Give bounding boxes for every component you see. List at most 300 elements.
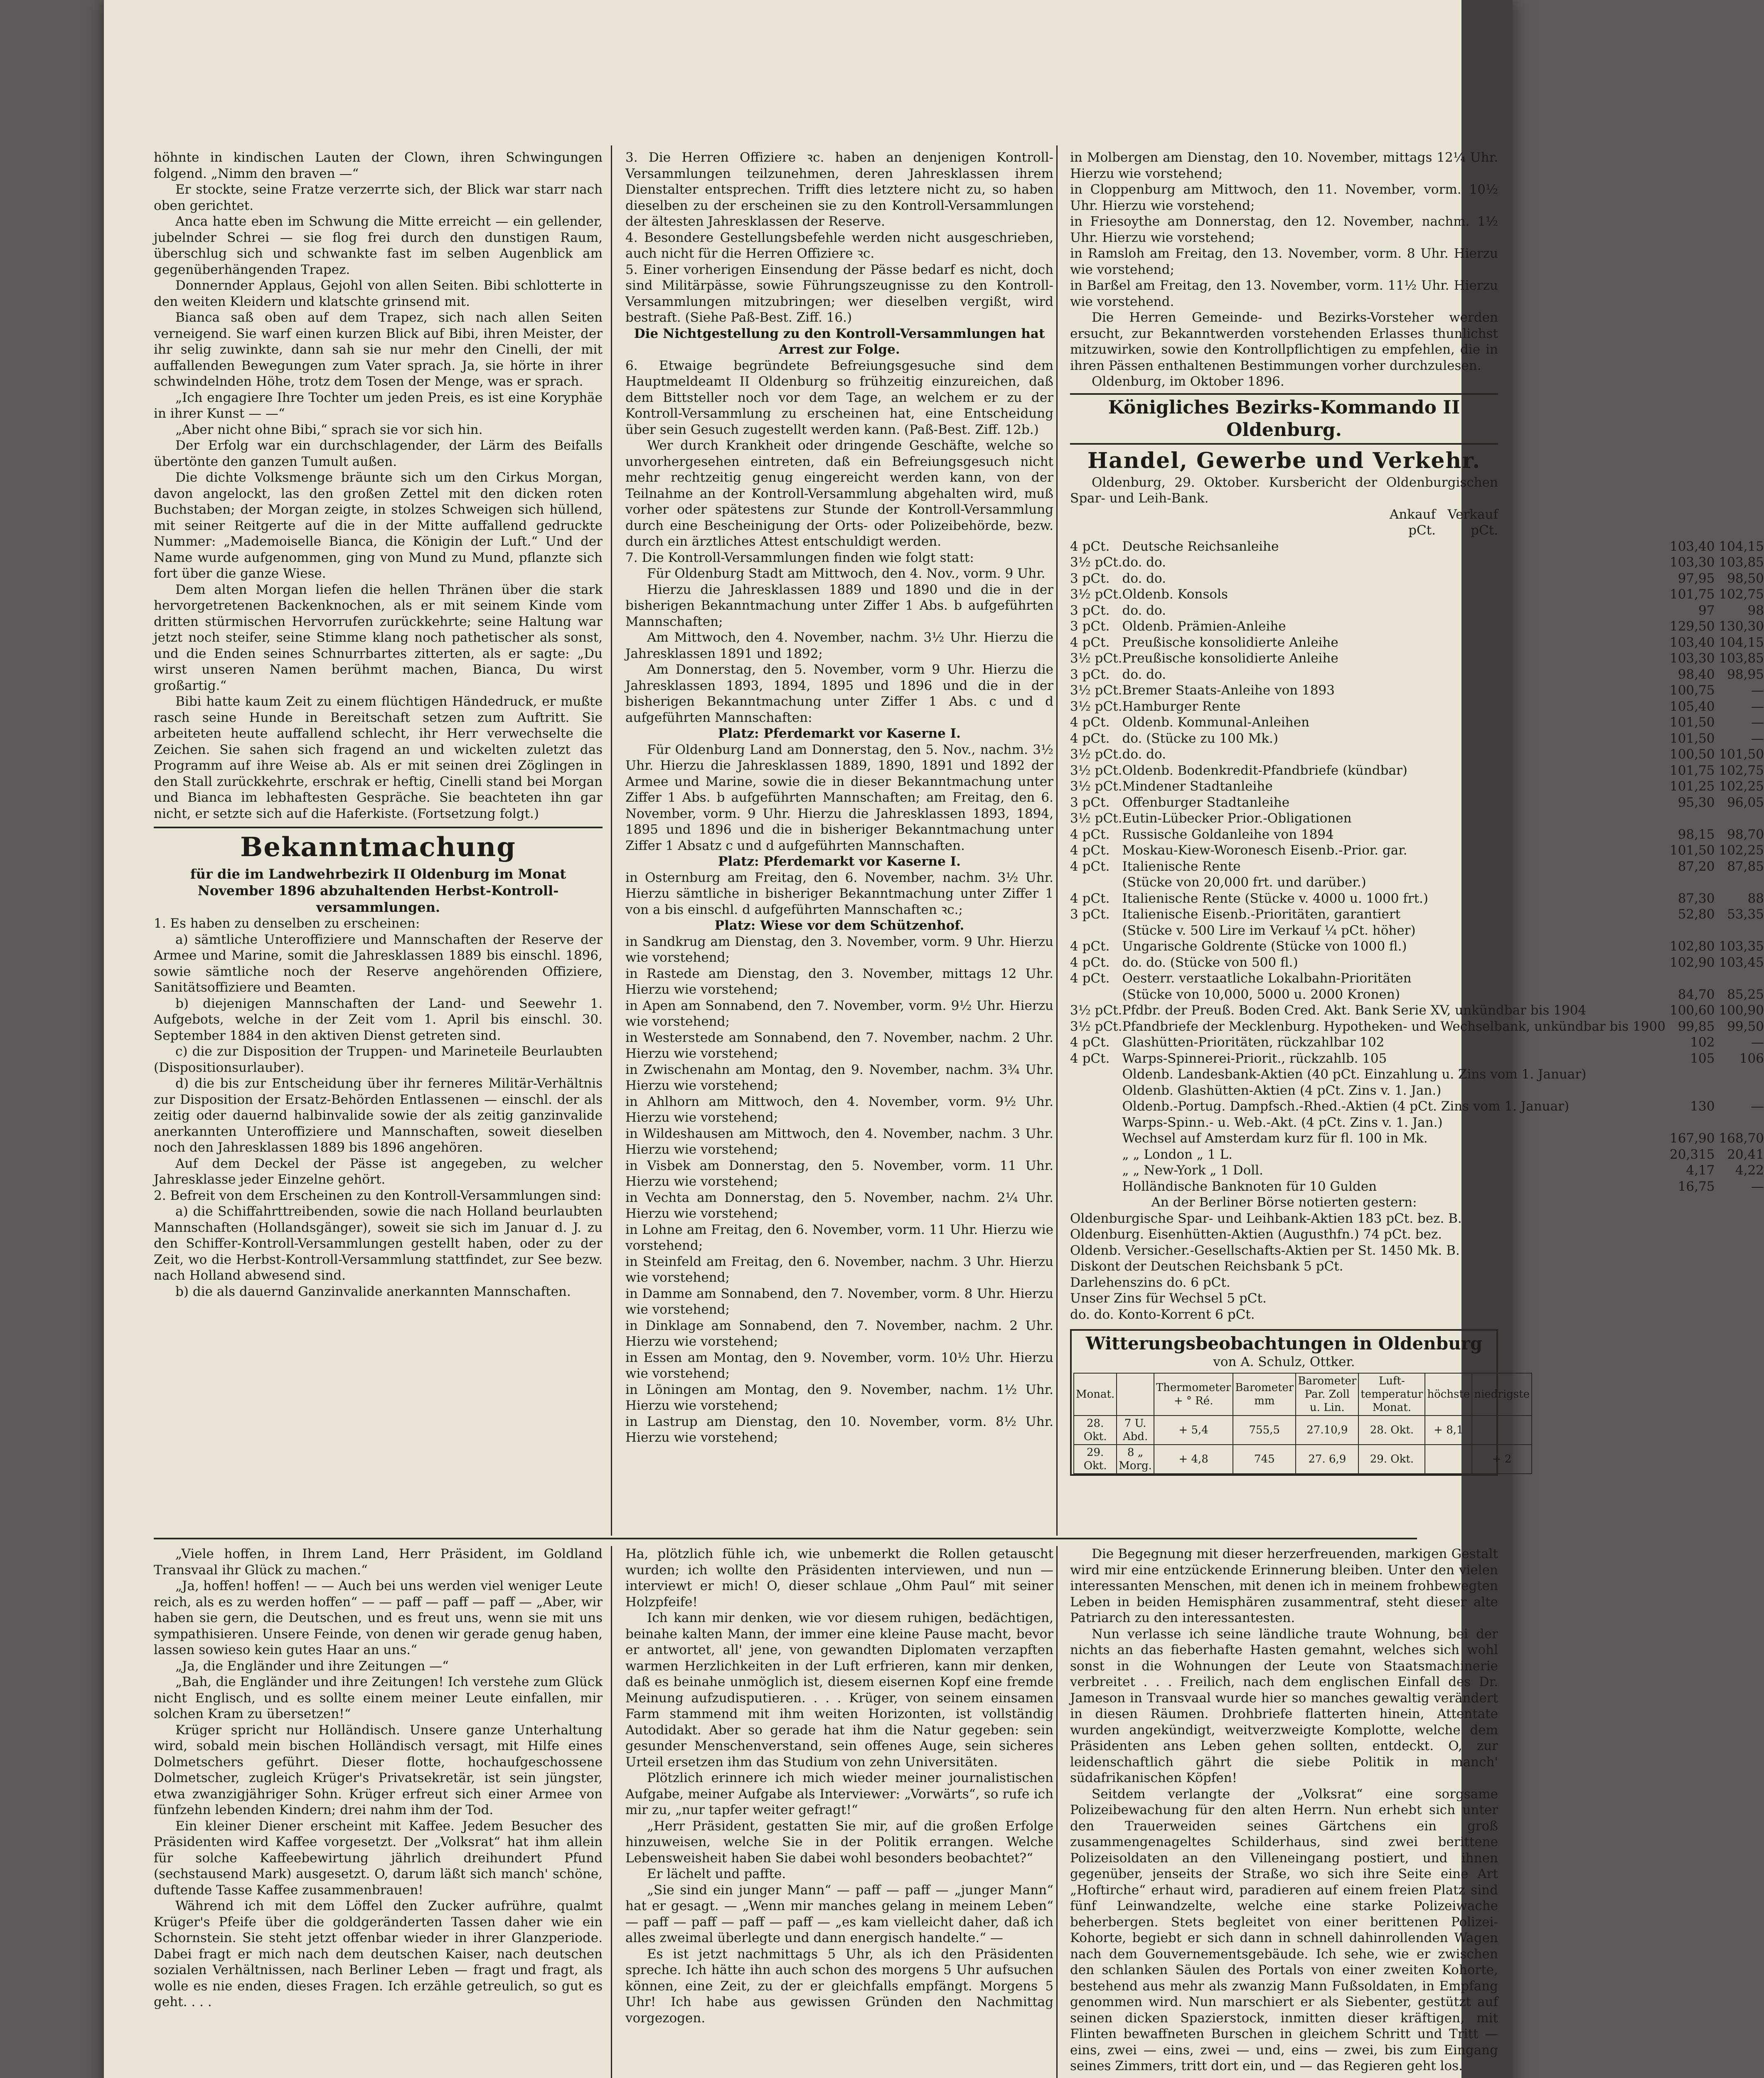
price-value: 100,75 bbox=[1669, 683, 1715, 698]
notice-item: 1. Es haben zu denselben zu erscheinen: bbox=[154, 916, 420, 931]
feuilleton-column bbox=[625, 1546, 1053, 2026]
berlin-row: Darlehenszins do. 6 pCt. bbox=[1070, 1275, 1230, 1290]
table-row bbox=[1070, 618, 1764, 635]
table-row bbox=[1070, 571, 1764, 587]
rate-label: 4 pCt. bbox=[1070, 715, 1110, 730]
table-row bbox=[1070, 1147, 1764, 1163]
security-name: Deutsche Reichsanleihe bbox=[1122, 539, 1279, 554]
table-row bbox=[1070, 1130, 1764, 1147]
rate-label: 4 pCt. bbox=[1070, 955, 1110, 970]
table-row bbox=[1070, 1066, 1764, 1083]
weather-header: Luft-temperatur Monat. bbox=[1358, 1373, 1425, 1416]
feuilleton-paragraph: Nun verlasse ich seine ländliche traute Wohnung, bei der nichts an das fieberhafte Hasten gemahnt, welches sich wohl sonst in die Wohnungen der Leute von Staatsmachinerie verbreitet . . . Freilich, nach dem englischen Einfall des Dr. Jameson in Transvaal wurde hier so manches gewaltig verändert in diesen Räumen. Drohbriefe flatterten hinein, Attentate wurden angekündigt, weitverzweigte Komplotte, welche dem Präsidenten ans Leben gehen sollten, entdeckt. O, zur leidenschaftlich gährt die siebe Politik in manch' südafrikanischen Köpfen! bbox=[1070, 1626, 1498, 1785]
rate-label bbox=[1070, 1115, 1122, 1131]
notice-item: in Löningen am Montag, den 9. November, nachm. 1½ Uhr. Hierzu wie vorstehend; bbox=[625, 1382, 1053, 1413]
price-value: 129,50 bbox=[1669, 619, 1715, 634]
market-rows bbox=[1070, 539, 1764, 1195]
price-value: 20,315 bbox=[1669, 1147, 1715, 1162]
table-row bbox=[1070, 859, 1764, 875]
price-value: 96,05 bbox=[1727, 795, 1764, 810]
weather-cell: 8 „ Morg. bbox=[1117, 1445, 1154, 1474]
weather-header: Barometer mm bbox=[1233, 1373, 1296, 1416]
table-row bbox=[1070, 906, 1764, 923]
story-paragraph: Bianca saß oben auf dem Trapez, sich nach allen Seiten verneigend. Sie warf einen kurzen Blick auf Bibi, ihren Meister, der ihr selig zuwinkte, dann sah sie nur mehr den Cinelli, der mit auffallenden Bewegungen zum Vater sprach. Ja, sie hörte in ihrer schwindelnden Höhe, trotz dem Tosen der Menge, was er sprach. bbox=[154, 310, 603, 389]
weather-row bbox=[1074, 1445, 1532, 1474]
column-rule bbox=[611, 1546, 612, 2078]
price-value bbox=[1715, 1066, 1764, 1083]
table-row bbox=[1070, 955, 1764, 971]
rate-label: 4 pCt. bbox=[1070, 1051, 1110, 1066]
table-row bbox=[1070, 1034, 1764, 1051]
notice-item: in Zwischenahn am Montag, den 9. November, nachm. 3¾ Uhr. Hierzu wie vorstehend; bbox=[625, 1062, 1053, 1093]
story-column bbox=[154, 150, 603, 1300]
price-value: 100,50 bbox=[1669, 747, 1715, 762]
notice-item: 2. Befreit von dem Erscheinen zu den Kontroll-Versammlungen sind: bbox=[154, 1188, 601, 1203]
notice-item: in Damme am Sonnabend, den 7. November, vorm. 8 Uhr. Hierzu wie vorstehend; bbox=[625, 1286, 1053, 1317]
price-value bbox=[1666, 810, 1715, 827]
notice-item: Für Oldenburg Land am Donnerstag, den 5. Nov., nachm. 3½ Uhr. Hierzu die Jahresklassen 1889, 1890, 1891 und 1892 der Armee und Marine, sowie die in dieser Bekanntmachung unter Ziffer 1 Abs. b aufgeführten Mannschaften; am Freitag, den 6. November, vorm. 9 Uhr. Hierzu die Jahresklassen 1893, 1894, 1895 und 1896 und die in bisheriger Bekanntmachung unter Ziffer 1 Absatz c und d aufgeführten Mannschaften. bbox=[625, 742, 1053, 853]
rate-label: 3½ pCt. bbox=[1070, 763, 1122, 778]
column-header: Verkauf bbox=[1447, 507, 1498, 522]
rate-label: 3 pCt. bbox=[1070, 603, 1110, 618]
price-value: 87,85 bbox=[1727, 859, 1764, 874]
berlin-row: Diskont der Deutschen Reichsbank 5 pCt. bbox=[1070, 1259, 1343, 1274]
price-value: 84,70 bbox=[1678, 987, 1715, 1002]
security-name: Offenburger Stadtanleihe bbox=[1122, 795, 1290, 810]
berlin-row: Unser Zins für Wechsel 5 pCt. bbox=[1070, 1291, 1267, 1306]
security-name: Wechsel auf Amsterdam kurz für fl. 100 in Mk. bbox=[1122, 1131, 1428, 1146]
notice-item: 3. Die Herren Offiziere ꝛc. haben an denjenigen Kontroll-Versammlungen teilzunehmen, deren Jahresklassen ihrem Dienstalter entsprechen. Trifft dies letztere nicht zu, so haben dieselben zu der erscheinen sie zu den Kontroll-Versammlungen der ältesten Jahresklassen der Reserve. bbox=[625, 150, 1053, 229]
security-name: Bremer Staats-Anleihe von 1893 bbox=[1122, 683, 1335, 698]
notice-item: in Osternburg am Freitag, den 6. November, nachm. 3½ Uhr. Hierzu sämtliche in bisheriger Bekanntmachung unter Ziffer 1 von a bis einschl. d aufgeführten Mannschaften ꝛc.; bbox=[625, 870, 1053, 917]
notice-item: in Lohne am Freitag, den 6. November, vorm. 11 Uhr. Hierzu wie vorstehend; bbox=[625, 1222, 1053, 1253]
weather-cell: 755,5 bbox=[1233, 1416, 1296, 1445]
security-name: Hamburger Rente bbox=[1122, 699, 1241, 714]
security-name: do. do. bbox=[1122, 555, 1166, 570]
rate-label: 3½ pCt. bbox=[1070, 699, 1122, 714]
weather-cell bbox=[1425, 1445, 1472, 1474]
rate-label bbox=[1070, 987, 1122, 1003]
rate-label: 3½ pCt. bbox=[1070, 1003, 1122, 1018]
price-value: 101,25 bbox=[1669, 779, 1715, 794]
table-row bbox=[1070, 795, 1764, 811]
story-paragraph: Bibi hatte kaum Zeit zu einem flüchtigen Händedruck, er mußte rasch seine Hunde in Bereitschaft setzen zum Auftritt. Sie arbeiteten heute auffallend schlecht, ihr Herr verwechselte die Zeichen. Sie sahen sich fragend an und wickelten zuletzt das Programm auf ihre Weise ab. Als er mit seinen drei Zöglingen in den Stall zurückkehrte, erschrak er heftig, Cinelli stand bei Morgan und Bianca im lebhaftesten Gespräche. Sie beachteten ihn gar nicht, er setzte sich auf die Haferkiste. (Fortsetzung folgt.) bbox=[154, 694, 603, 821]
weather-row bbox=[1074, 1416, 1532, 1445]
table-row bbox=[1070, 1083, 1764, 1099]
price-value: 105 bbox=[1690, 1051, 1715, 1066]
rate-label: 4 pCt. bbox=[1070, 971, 1110, 986]
rate-label bbox=[1070, 1162, 1122, 1179]
feuilleton-paragraph: „Ja, die Engländer und ihre Zeitungen —“ bbox=[175, 1658, 449, 1674]
weather-header: Monat. bbox=[1074, 1373, 1117, 1416]
weather-cell: 29. Okt. bbox=[1358, 1445, 1425, 1474]
column-rule bbox=[1056, 145, 1058, 1536]
notice-item: 7. Die Kontroll-Versammlungen finden wie folgt statt: bbox=[625, 550, 974, 565]
price-value bbox=[1666, 1083, 1715, 1099]
rate-label: 4 pCt. bbox=[1070, 635, 1110, 650]
story-paragraph: Die dichte Volksmenge bräunte sich um den Cirkus Morgan, davon angelockt, las den großen Zettel mit den dicken roten Buchstaben; der Morgan zeigte, in stolzes Schweigen sich hüllend, mit seiner Reitgerte auf die in der Mitte auffallend gedruckte Nummer: „Mademoiselle Bianca, die Königin der Luft.“ Und der Name wurde aufgenommen, ging von Mund zu Mund, pflanzte sich fort über die ganze Wiese. bbox=[154, 470, 603, 581]
weather-header: niedrigste bbox=[1472, 1373, 1532, 1416]
price-value: 102,25 bbox=[1719, 843, 1764, 858]
notice-warning: Die Nichtgestellung zu den Kontroll-Versammlungen hat Arrest zur Folge. bbox=[634, 326, 1045, 357]
price-value: 87,20 bbox=[1678, 859, 1715, 874]
security-name: Glashütten-Prioritäten, rückzahlbar 102 bbox=[1122, 1035, 1385, 1050]
price-value: 102,90 bbox=[1669, 955, 1715, 970]
weather-cell: 29. Okt. bbox=[1074, 1445, 1117, 1474]
unit-label: pCt. bbox=[1408, 523, 1436, 538]
notice-subtitle: für die im Landwehrbezirk II Oldenburg im Monat November 1896 abzuhaltenden Herbst-Kontroll-versammlungen. bbox=[190, 866, 566, 915]
weather-cell: + 2 bbox=[1472, 1445, 1532, 1474]
table-row bbox=[1070, 746, 1764, 763]
feuilleton-paragraph: „Ja, hoffen! hoffen! — — Auch bei uns werden viel weniger Leute reich, als es zu werden hoffen“ — — paff — paff — paff — „Aber, wir haben sie gern, die Deutschen, und es freut uns, wenn sie mit uns sympathisieren. Unsere Feinde, von denen wir gerade genug haben, lassen sowieso kein gutes Haar an uns.“ bbox=[154, 1578, 603, 1657]
price-value: 103,30 bbox=[1669, 555, 1715, 570]
feuilleton-column bbox=[154, 1546, 603, 2010]
security-name: Moskau-Kiew-Woronesch Eisenb.-Prior. gar. bbox=[1122, 843, 1407, 858]
price-value: 102 bbox=[1690, 1035, 1715, 1050]
security-name: Russische Goldanleihe von 1894 bbox=[1122, 827, 1334, 842]
price-value: 103,35 bbox=[1719, 939, 1764, 954]
section-rule bbox=[154, 827, 603, 828]
security-name: Pfandbriefe der Mecklenburg. Hypotheken- und Wechselbank, unkündbar bis 1900 bbox=[1122, 1019, 1666, 1034]
table-row bbox=[1070, 1098, 1764, 1115]
market-title: Handel, Gewerbe und Verkehr. bbox=[1087, 448, 1481, 473]
price-value: 88 bbox=[1747, 891, 1764, 906]
security-name: „ „ London „ 1 L. bbox=[1122, 1147, 1233, 1162]
table-row bbox=[1070, 539, 1764, 555]
signature-place: Oldenburg, im Oktober 1896. bbox=[1092, 374, 1284, 389]
rate-label bbox=[1070, 923, 1122, 939]
security-name: do. do. bbox=[1122, 603, 1166, 618]
feuilleton-paragraph: Ich kann mir denken, wie vor diesem ruhigen, bedächtigen, beinahe kalten Mann, der immer eine kleine Pause macht, bevor er antwortet, all' jene, von gewandten Diplomaten verzapften warmen Herzlichkeiten in der Luft erfrieren, kann mir denken, daß es beinahe unmöglich ist, diesem eisernen Kopf eine fremde Meinung aufzudisputieren. . . . Krüger, von seinem einsamen Farm stammend mit ihm weiten Horizonten, ist vollständig Autodidakt. Aber so gerade hat ihm die Natur gegeben: sein gesunder Menschenverstand, sein offenes Auge, sein sicheres Urteil ersetzen ihm das Studium von zehn Universitäten. bbox=[625, 1610, 1053, 1770]
weather-cell: 7 U. Abd. bbox=[1117, 1416, 1154, 1445]
price-value: — bbox=[1751, 683, 1764, 698]
price-value bbox=[1715, 970, 1764, 987]
weather-box bbox=[1070, 1329, 1530, 1476]
weather-cell: + 8,1 bbox=[1425, 1416, 1472, 1445]
weather-cell: 27.10,9 bbox=[1296, 1416, 1358, 1445]
feuilleton-paragraph: Es ist jetzt nachmittags 5 Uhr, als ich den Präsidenten spreche. Ich hätte ihn auch schon des morgens 5 Uhr aufsuchen können, eine Zeit, zu der er gleichfalls empfängt. Morgens 5 Uhr! Ich habe aus gewissen Gründen den Nachmittag vorgezogen. bbox=[625, 1946, 1053, 2026]
price-value: 85,25 bbox=[1727, 987, 1764, 1002]
notice-item: in Lastrup am Dienstag, den 10. November, vorm. 8½ Uhr. Hierzu wie vorstehend; bbox=[625, 1414, 1053, 1445]
security-name: Pfdbr. der Preuß. Boden Cred. Akt. Bank Serie XV, unkündbar bis 1904 bbox=[1122, 1003, 1587, 1018]
price-value bbox=[1715, 810, 1764, 827]
story-paragraph: „Ich engagiere Ihre Tochter um jeden Preis, es ist eine Koryphäe in ihrer Kunst — —“ bbox=[154, 390, 603, 421]
price-value: 103,30 bbox=[1669, 651, 1715, 666]
notice-item: in Westerstede am Sonnabend, den 7. November, nachm. 2 Uhr. Hierzu wie vorstehend; bbox=[625, 1030, 1053, 1061]
table-row bbox=[1070, 635, 1764, 651]
price-value bbox=[1715, 1083, 1764, 1099]
feuilleton-paragraph: „Bah, die Engländer und ihre Zeitungen! Ich verstehe zum Glück nicht Englisch, und es sollte einem meiner Leute einfallen, mir solchen Kram zu übersetzen!“ bbox=[154, 1674, 603, 1721]
rate-label: 3 pCt. bbox=[1070, 571, 1110, 586]
price-value: 130,30 bbox=[1719, 619, 1764, 634]
table-row bbox=[1070, 1051, 1764, 1067]
security-name: Oldenb. Prämien-Anleihe bbox=[1122, 619, 1286, 634]
security-name: Italienische Rente (Stücke v. 4000 u. 1000 frt.) bbox=[1122, 891, 1428, 906]
price-value: 98,95 bbox=[1727, 667, 1764, 682]
price-value bbox=[1666, 1066, 1715, 1083]
security-name: Oldenb.-Portug. Dampfsch.-Rhed.-Aktien (4 pCt. Zins vom 1. Januar) bbox=[1122, 1099, 1570, 1114]
feuilleton-paragraph: Während ich mit dem Löffel den Zucker aufrühre, qualmt Krüger's Pfeife über die goldgeränderten Tassen daher wie ein Schornstein. Sie steht jetzt offenbar wieder in ihrer Glanzperiode. Dabei fragt er mich nach dem deutschen Kaiser, nach deutschen sozialen Verhältnissen, nach Berliner Leben — fragt und fragt, als wolle es nie enden, dieses Fragen. Ich erzähle getreulich, so gut es geht. . . . bbox=[154, 1898, 603, 2009]
notice-item: in Sandkrug am Dienstag, den 3. November, vorm. 9 Uhr. Hierzu wie vorstehend; bbox=[625, 934, 1053, 965]
rate-label: 3½ pCt. bbox=[1070, 683, 1122, 698]
price-value: 101,50 bbox=[1669, 715, 1715, 730]
price-value: 103,45 bbox=[1719, 955, 1764, 970]
table-row bbox=[1070, 810, 1764, 827]
price-value: 101,50 bbox=[1719, 747, 1764, 762]
weather-cell: + 5,4 bbox=[1154, 1416, 1233, 1445]
price-value: 98,70 bbox=[1727, 827, 1764, 842]
price-value bbox=[1666, 923, 1715, 939]
feuilleton-paragraph: „Sie sind ein junger Mann“ — paff — paff — „junger Mann“ hat er gesagt. — „Wenn mir manches gelang in meinem Leben“ — paff — paff — paff — paff — „es kam vielleicht daher, daß ich alles zweimal überlegte und dann energisch handelte.“ — bbox=[625, 1882, 1053, 1945]
price-value: 98,50 bbox=[1727, 571, 1764, 586]
rate-label: 3 pCt. bbox=[1070, 667, 1110, 682]
story-paragraph: höhnte in kindischen Lauten der Clown, ihren Schwingungen folgend. „Nimm den braven —“ bbox=[154, 150, 603, 181]
price-value: 53,35 bbox=[1727, 907, 1764, 922]
security-name: Italienische Eisenb.-Prioritäten, garantiert bbox=[1122, 907, 1401, 922]
price-value bbox=[1666, 970, 1715, 987]
weather-cell: 28. Okt. bbox=[1358, 1416, 1425, 1445]
notice-place: Platz: Wiese vor dem Schützenhof. bbox=[714, 918, 964, 933]
price-value: 103,85 bbox=[1719, 651, 1764, 666]
security-name: do. (Stücke zu 100 Mk.) bbox=[1122, 731, 1278, 746]
notice-item: in Essen am Montag, den 9. November, vorm. 10½ Uhr. Hierzu wie vorstehend; bbox=[625, 1350, 1053, 1381]
rate-label: 4 pCt. bbox=[1070, 731, 1110, 746]
price-value: 104,15 bbox=[1719, 539, 1764, 554]
rate-label: 3 pCt. bbox=[1070, 619, 1110, 634]
security-name: Oldenb. Glashütten-Aktien (4 pCt. Zins v. 1. Jan.) bbox=[1122, 1083, 1442, 1098]
security-name: do. do. (Stücke von 500 fl.) bbox=[1122, 955, 1298, 970]
price-value: — bbox=[1751, 731, 1764, 746]
notice-item: 4. Besondere Gestellungsbefehle werden nicht ausgeschrieben, auch nicht für die Herren Offiziere ꝛc. bbox=[625, 230, 1053, 261]
story-paragraph: Der Erfolg war ein durchschlagender, der Lärm des Beifalls übertönte den ganzen Tumult außen. bbox=[154, 438, 603, 469]
table-row bbox=[1070, 1162, 1764, 1179]
market-table bbox=[1070, 507, 1498, 539]
notice-item: Hierzu die Jahresklassen 1889 und 1890 und die in der bisherigen Bekanntmachung unter Ziffer 1 Abs. b aufgeführten Mannschaften; bbox=[625, 582, 1053, 629]
table-row bbox=[1070, 923, 1764, 939]
notice-item: in Cloppenburg am Mittwoch, den 11. November, vorm. 10½ Uhr. Hierzu wie vorstehend; bbox=[1070, 182, 1498, 213]
security-name: do. do. bbox=[1122, 747, 1166, 762]
weather-table bbox=[1073, 1373, 1532, 1474]
berlin-heading: An der Berliner Börse notierten gestern: bbox=[1151, 1195, 1417, 1210]
table-row bbox=[1070, 1002, 1764, 1019]
rate-label bbox=[1070, 1098, 1122, 1115]
rate-label bbox=[1070, 1130, 1122, 1147]
notice-item: Die Herren Gemeinde- und Bezirks-Vorsteher werden ersucht, zur Bekanntwerden vorstehenden Erlasses thunlichst mitzuwirken, sowie den Kontrollpflichtigen zu empfehlen, die in ihren Pässen enthaltenen Bestimmungen vorher durchzulesen. bbox=[1070, 310, 1498, 373]
security-name: Ungarische Goldrente (Stücke von 1000 fl.) bbox=[1122, 939, 1407, 954]
rate-label: 3½ pCt. bbox=[1070, 651, 1122, 666]
feuilleton-paragraph: Krüger spricht nur Holländisch. Unsere ganze Unterhaltung wird, sobald mein bischen Holländisch versagt, mit Hilfe eines Dolmetschers geführt. Dieser flotte, hochaufgeschossene Dolmetscher, zugleich Krüger's Privatsekretär, ist sein jüngster, etwa zwanzigjähriger Sohn. Krüger erfreut sich einer Armee von fünfzehn lebenden Kindern; drei nahm ihm der Tod. bbox=[154, 1722, 603, 1817]
notice-place: Platz: Pferdemarkt vor Kaserne I. bbox=[718, 854, 961, 869]
notice-item: in Wildeshausen am Mittwoch, den 4. November, nachm. 3 Uhr. Hierzu wie vorstehend; bbox=[625, 1126, 1053, 1157]
table-row bbox=[1070, 763, 1764, 779]
weather-cell: 745 bbox=[1233, 1445, 1296, 1474]
notice-title: Bekanntmachung bbox=[240, 832, 516, 863]
price-value: 103,40 bbox=[1669, 635, 1715, 650]
rate-label: 3½ pCt. bbox=[1070, 811, 1122, 826]
rate-label bbox=[1070, 1147, 1122, 1163]
price-value bbox=[1715, 1115, 1764, 1131]
weather-header: Barometer Par. Zoll u. Lin. bbox=[1296, 1373, 1358, 1416]
command-signature: Königliches Bezirks-Kommando II Oldenburg. bbox=[1070, 393, 1498, 445]
notice-item: in Molbergen am Dienstag, den 10. November, mittags 12¼ Uhr. Hierzu wie vorstehend; bbox=[1070, 150, 1498, 181]
feuilleton-paragraph: Die Begegnung mit dieser herzerfreuenden, markigen Gestalt wird mir eine entzückende Erinnerung bleiben. Unter den vielen interessanten Menschen, mit denen ich in meinem frohbewegten Leben in beiden Hemisphären zusammentraf, steht dieser alte Patriarch zu den interessantesten. bbox=[1070, 1546, 1498, 1625]
berlin-row: do. do. Konto-Korrent 6 pCt. bbox=[1070, 1307, 1255, 1322]
price-value: 106 bbox=[1739, 1051, 1764, 1066]
weather-cell: 27. 6,9 bbox=[1296, 1445, 1358, 1474]
feuilleton-paragraph: Er lächelt und paffte. bbox=[647, 1866, 786, 1881]
price-value: 102,25 bbox=[1719, 779, 1764, 794]
price-value bbox=[1666, 1115, 1715, 1131]
security-name: (Stücke von 10,000, 5000 u. 2000 Kronen) bbox=[1122, 987, 1400, 1002]
feuilleton-paragraph: „Herr Präsident, gestatten Sie mir, auf die großen Erfolge hinzuweisen, welche Sie in der Politik errangen. Welche Lebensweisheit haben Sie dabei wohl besonders beobachtet?“ bbox=[625, 1818, 1053, 1866]
weather-cell: + 4,8 bbox=[1154, 1445, 1233, 1474]
security-name: Oldenb. Bodenkredit-Pfandbriefe (kündbar) bbox=[1122, 763, 1407, 778]
security-name: Oldenb. Landesbank-Aktien (40 pCt. Einzahlung u. Zins vom 1. Januar) bbox=[1122, 1067, 1587, 1082]
story-paragraph: Dem alten Morgan liefen die hellen Thränen über die stark hervorgetretenen Backenknochen, als er mit seinem Kinde vom dritten stürmischen Hervorrufen zurückkehrte; seine Haltung war jetzt noch steifer, seine Stimme klang noch pathetischer als sonst, und die Enden seines Schnurrbartes zitterten, als er sagte: „Du wirst unseren Namen berühmt machen, Bianca, Du wirst großartig.“ bbox=[154, 582, 603, 693]
notice-item: in Friesoythe am Donnerstag, den 12. November, nachm. 1½ Uhr. Hierzu wie vorstehend; bbox=[1070, 214, 1498, 245]
security-name: Warps-Spinn.- u. Web.-Akt. (4 pCt. Zins v. 1. Jan.) bbox=[1122, 1115, 1443, 1130]
price-value: 101,75 bbox=[1669, 587, 1715, 602]
table-unit-row bbox=[1070, 522, 1498, 539]
security-name: (Stücke v. 500 Lire im Verkauf ¼ pCt. höher) bbox=[1122, 923, 1416, 938]
table-row bbox=[1070, 1179, 1764, 1195]
table-row bbox=[1070, 874, 1764, 891]
rate-label: 3½ pCt. bbox=[1070, 555, 1122, 570]
notice-item: Am Donnerstag, den 5. November, vorm 9 Uhr. Hierzu die Jahresklassen 1893, 1894, 1895 und 1896 und die in der bisherigen Bekanntmachung unter Ziffer 1 Abs. c und d aufgeführten Mannschaften: bbox=[625, 662, 1053, 725]
notice-item: d) die bis zur Entscheidung über ihr ferneres Militär-Verhältnis zur Disposition der Ersatz-Behörden Entlassenen — einschl. der als zeitig oder dauernd halbinvalide sowie der als zeitig ganzinvalide anerkannten Unteroffiziere und Mannschaften, soweit dieselben noch den Jahresklassen 1889 bis 1896 angehören. bbox=[154, 1076, 603, 1155]
weather-header bbox=[1117, 1373, 1154, 1416]
feuilleton-rule bbox=[154, 1538, 1417, 1539]
price-value: 101,75 bbox=[1669, 763, 1715, 778]
notice-item: Am Mittwoch, den 4. November, nachm. 3½ Uhr. Hierzu die Jahresklassen 1891 und 1892; bbox=[625, 630, 1053, 661]
berlin-row: Oldenburgische Spar- und Leihbank-Aktien 183 pCt. bez. B. bbox=[1070, 1211, 1462, 1226]
price-value: 101,50 bbox=[1669, 843, 1715, 858]
table-row bbox=[1070, 650, 1764, 667]
security-name: „ „ New-York „ 1 Doll. bbox=[1122, 1163, 1263, 1178]
price-value: 97,95 bbox=[1678, 571, 1715, 586]
price-value: 100,90 bbox=[1719, 1003, 1764, 1018]
notice-item: Wer durch Krankheit oder dringende Geschäfte, welche so unvorhergesehen eintreten, daß ein Befreiungsgesuch nicht mehr rechtzeitig genug eingereicht werden kann, von der Teilnahme an der Kontroll-Versammlung abgehalten wird, muß vorher oder spätestens zur Stunde der Kontroll-Versammlung durch eine Bescheinigung der Orts- oder Polizeibehörde, bezw. durch ein ärztliches Attest entschuldigt werden. bbox=[625, 438, 1053, 549]
rate-label bbox=[1070, 1179, 1122, 1195]
price-value bbox=[1715, 874, 1764, 891]
price-value bbox=[1666, 874, 1715, 891]
price-value: 130 bbox=[1690, 1099, 1715, 1114]
weather-header: Thermometer + ° Ré. bbox=[1154, 1373, 1233, 1416]
notice-place: Platz: Pferdemarkt vor Kaserne I. bbox=[718, 726, 961, 741]
notice-column bbox=[625, 150, 1053, 1446]
security-name: Warps-Spinnerei-Priorit., rückzahlb. 105 bbox=[1122, 1051, 1387, 1066]
rate-label bbox=[1070, 1066, 1122, 1083]
feuilleton-paragraph: Plötzlich erinnere ich mich wieder meiner journalistischen Aufgabe, meiner Aufgabe als Interviewer: „Vorwärts“, so rufe ich mir zu, „nur tapfer weiter gefragt!“ bbox=[625, 1770, 1053, 1817]
market-column bbox=[1070, 150, 1764, 1476]
security-name: Italienische Rente bbox=[1122, 859, 1241, 874]
weather-header: höchste bbox=[1425, 1373, 1472, 1416]
notice-item: in Apen am Sonnabend, den 7. November, vorm. 9½ Uhr. Hierzu wie vorstehend; bbox=[625, 998, 1053, 1029]
rate-label: 3½ pCt. bbox=[1070, 1019, 1122, 1034]
price-value: 102,80 bbox=[1669, 939, 1715, 954]
price-value: 16,75 bbox=[1678, 1179, 1715, 1194]
price-value: 98,15 bbox=[1678, 827, 1715, 842]
rate-label: 3 pCt. bbox=[1070, 907, 1110, 922]
weather-author: von A. Schulz, Ottker. bbox=[1213, 1354, 1355, 1369]
price-value: 95,30 bbox=[1678, 795, 1715, 810]
column-rule bbox=[611, 145, 612, 1536]
notice-item: c) die zur Disposition der Truppen- und Marineteile Beurlaubten (Dispositionsurlauber). bbox=[154, 1044, 603, 1075]
rate-label bbox=[1070, 874, 1122, 891]
table-row bbox=[1070, 1019, 1764, 1035]
price-value: 101,50 bbox=[1669, 731, 1715, 746]
notice-item: a) sämtliche Unteroffiziere und Mannschaften der Reserve der Armee und Marine, somit die Jahresklassen 1889 bis einschl. 1896, sowie sämtliche noch der Reserve angehörenden Offiziere, Sanitätsoffiziere und Beamten. bbox=[154, 932, 603, 995]
security-name: Oldenb. Kommunal-Anleihen bbox=[1122, 715, 1309, 730]
price-value: — bbox=[1751, 1179, 1764, 1194]
price-value: 167,90 bbox=[1669, 1131, 1715, 1146]
notice-item: a) die Schiffahrttreibenden, sowie die nach Holland beurlaubten Mannschaften (Hollandsgänger), soweit sie sich im Januar d. J. zu den Schiffer-Kontroll-Versammlungen gestellt haben, oder zu der Zeit, wo die Herbst-Kontroll-Versammlung stattfindet, zur See bezw. nach Holland abwesend sind. bbox=[154, 1204, 603, 1283]
notice-item: in Steinfeld am Freitag, den 6. November, nachm. 3 Uhr. Hierzu wie vorstehend; bbox=[625, 1254, 1053, 1285]
notice-item: 6. Etwaige begründete Befreiungsgesuche sind dem Hauptmeldeamt II Oldenburg so frühzeitig einzureichen, daß dem Bittsteller noch vor dem Tage, an welchem er zu der Kontroll-Versammlung zu erscheinen hat, eine Entscheidung über sein Gesuch zugestellt werden kann. (Paß-Best. Ziff. 12b.) bbox=[625, 358, 1053, 437]
security-name: Preußische konsolidierte Anleihe bbox=[1122, 651, 1338, 666]
notice-item: 5. Einer vorherigen Einsendung der Pässe bedarf es nicht, doch sind Militärpässe, sowie Führungszeugnisse zu den Kontroll-Versammlungen mitzubringen; wer dieselben vergißt, wird bestraft. (Siehe Paß-Best. Ziff. 16.) bbox=[625, 262, 1053, 325]
notice-item: in Vechta am Donnerstag, den 5. November, nachm. 2¼ Uhr. Hierzu wie vorstehend; bbox=[625, 1190, 1053, 1221]
story-paragraph: Donnernder Applaus, Gejohl von allen Seiten. Bibi schlotterte in den weiten Kleidern und klatschte grinsend mit. bbox=[154, 278, 603, 309]
price-value: — bbox=[1751, 715, 1764, 730]
price-value: 97 bbox=[1698, 603, 1715, 618]
rate-label: 4 pCt. bbox=[1070, 891, 1110, 906]
price-value: 102,75 bbox=[1719, 587, 1764, 602]
table-row bbox=[1070, 842, 1764, 859]
security-name: Oldenb. Konsols bbox=[1122, 587, 1228, 602]
table-row bbox=[1070, 603, 1764, 619]
price-value bbox=[1715, 923, 1764, 939]
rate-label: 4 pCt. bbox=[1070, 1035, 1110, 1050]
price-value: 20,41 bbox=[1727, 1147, 1764, 1162]
security-name: Eutin-Lübecker Prior.-Obligationen bbox=[1122, 811, 1352, 826]
notice-item: in Ramsloh am Freitag, den 13. November, vorm. 8 Uhr. Hierzu wie vorstehend; bbox=[1070, 246, 1498, 277]
feuilleton-paragraph: Ha, plötzlich fühle ich, wie unbemerkt die Rollen getauscht wurden; ich wollte den Präsidenten interviewen, und nun — interviewt er mich! O, dieser schlaue „Ohm Paul“ mit seiner Holzpfeife! bbox=[625, 1546, 1053, 1610]
price-value: 98 bbox=[1747, 603, 1764, 618]
table-row bbox=[1070, 554, 1764, 571]
table-row bbox=[1070, 987, 1764, 1003]
story-paragraph: Anca hatte eben im Schwung die Mitte erreicht — ein gellender, jubelnder Schrei — sie flog frei durch den dunstigen Raum, überschlug sich und schwankte fast im selben Augenblick am gegenüberhängenden Trapez. bbox=[154, 214, 603, 277]
table-row bbox=[1070, 586, 1764, 603]
rate-label: 4 pCt. bbox=[1070, 859, 1110, 874]
price-value: 87,30 bbox=[1678, 891, 1715, 906]
table-row bbox=[1070, 714, 1764, 731]
rate-label: 4 pCt. bbox=[1070, 827, 1110, 842]
notice-item: in Barßel am Freitag, den 13. November, vorm. 11½ Uhr. Hierzu wie vorstehend. bbox=[1070, 278, 1498, 309]
price-value: — bbox=[1751, 1099, 1764, 1114]
column-rule bbox=[1056, 1546, 1058, 2078]
berlin-row: Oldenb. Versicher.-Gesellschafts-Aktien per St. 1450 Mk. B. bbox=[1070, 1243, 1460, 1258]
weather-cell: 28. Okt. bbox=[1074, 1416, 1117, 1445]
table-row bbox=[1070, 970, 1764, 987]
table-row bbox=[1070, 699, 1764, 715]
price-value: 103,40 bbox=[1669, 539, 1715, 554]
rate-label: 3 pCt. bbox=[1070, 795, 1110, 810]
table-row bbox=[1070, 731, 1764, 747]
table-row bbox=[1070, 938, 1764, 955]
security-name: Preußische konsolidierte Anleihe bbox=[1122, 635, 1338, 650]
price-value: 105,40 bbox=[1669, 699, 1715, 714]
table-row bbox=[1070, 1115, 1764, 1131]
price-value: 102,75 bbox=[1719, 763, 1764, 778]
security-name: do. do. bbox=[1122, 571, 1166, 586]
price-value: 104,15 bbox=[1719, 635, 1764, 650]
price-value: 168,70 bbox=[1719, 1131, 1764, 1146]
price-value: 100,60 bbox=[1669, 1003, 1715, 1018]
notice-item: Für Oldenburg Stadt am Mittwoch, den 4. Nov., vorm. 9 Uhr. bbox=[647, 566, 1046, 581]
column-header: Ankauf bbox=[1389, 507, 1436, 522]
table-row bbox=[1070, 682, 1764, 699]
